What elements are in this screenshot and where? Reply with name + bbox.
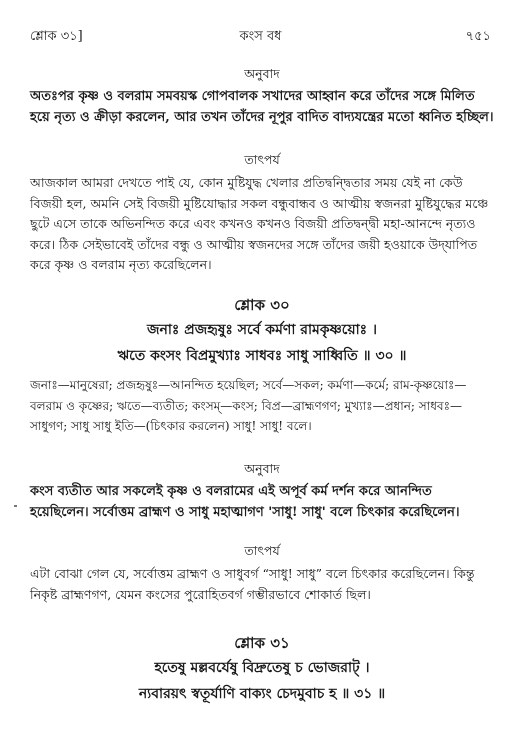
- purport-heading: তাৎপর্য: [244, 152, 280, 167]
- verse-30-translation-text: কংস ব্যতীত আর সকলেই কৃষ্ণ ও বলরামের এই অপূর্ব কর্ম দর্শন করে আনন্দিত হয়েছিলেন। সর্বোত্তম ব্রাহ্মণ ও সাধু মহাত্মাগণ 'সাধু! সাধু' বলে চিৎকার করেছিলেন।: [30, 484, 460, 520]
- verse-30-line-1: জনাঃ প্রজহৃষুঃ সর্বে কর্মণা রামকৃষ্ণয়োঃ ।: [146, 322, 378, 338]
- running-header: [30, 27, 491, 47]
- print-speck: [14, 505, 17, 507]
- verse-30-title: শ্লোক ৩০: [234, 296, 290, 314]
- header-verse-ref: শ্লোক ৩১]: [30, 29, 83, 44]
- verse-30-purport-heading: তাৎপর্য: [244, 543, 280, 558]
- purport-text: আজকাল আমরা দেখতে পাই যে, কোন মুষ্টিযুদ্ধ খেলার প্রতিদ্বন্দ্বিতার সময় যেই না কেউ বিজয়ী হল, অমনি সেই বিজয়ী মুষ্টিযোদ্ধার সকল বন্ধুবান্ধব ও আত্মীয় স্বজনরা মুষ্টিযুদ্ধের মঞ্চে ছুটে এসে তাকে অভিনন্দিত করে এবং কখনও কখনও বিজয়ী প্রতিদ্বন্দ্বী মহা-আনন্দে নৃত্যও করে। ঠিক সেইভাবেই তাঁদের বন্ধু ও আত্মীয় স্বজনদের সঙ্গে তাঁদের জয়ী হওয়াকে উদ্‌যাপিত করে কৃষ্ণ ও বলরাম নৃত্য করেছিলেন।: [30, 175, 489, 272]
- verse-31-line-2: ন্যবারয়ৎ স্বতূর্যাণি বাক্যং চেদমুবাচ হ ॥ ৩১ ॥: [138, 686, 386, 702]
- verse-30-line-2: ঋতে কংসং বিপ্রমুখ্যাঃ সাধবঃ সাধু সাধ্বিতি ॥ ৩০ ॥: [117, 348, 407, 364]
- verse-30-translation-heading: অনুবাদ: [244, 461, 280, 476]
- verse-31-title: শ্লোক ৩১: [234, 634, 290, 652]
- verse-30-synonyms: জনাঃ—মানুষেরা; প্রজহৃষুঃ—আনন্দিত হয়েছিল; সর্বে—সকল; কর্মণা—কর্মে; রাম-কৃষ্ণয়োঃ—বলরাম ও কৃষ্ণের; ঋতে—ব্যতীত; কংসম্—কংস; বিপ্র—ব্রাহ্মণগণ; মুখ্যাঃ—প্রধান; সাধবঃ—সাধুগণ; সাধু সাধু ইতি—(চিৎকার করলেন) সাধু! সাধু! বলে।: [30, 378, 467, 433]
- translation-heading: অনুবাদ: [244, 66, 280, 81]
- header-chapter-title: কংস বধ: [239, 29, 282, 44]
- verse-30-purport-text: এটা বোঝা গেল যে, সর্বোত্তম ব্রাহ্মণ ও সাধুবর্গ “সাধু! সাধু” বলে চিৎকার করেছিলেন। কিন্তু নিকৃষ্ট ব্রাহ্মণগণ, যেমন কংসের পুরোহিতবর্গ গম্ভীরভাবে শোকার্ত ছিল।: [30, 566, 475, 602]
- translation-text: অতঃপর কৃষ্ণ ও বলরাম সমবয়স্ক গোপবালক সখাদের আহ্বান করে তাঁদের সঙ্গে মিলিত হয়ে নৃত্য ও ক্রীড়া করলেন, আর তখন তাঁদের নূপুর বাদিত বাদ্যযন্ত্রের মতো ধ্বনিত হচ্ছিল।: [30, 89, 494, 125]
- header-page-number: ৭৫১: [465, 29, 491, 44]
- verse-31-line-1: হতেষু মল্লবর্যেষু বিদ্রুতেষু চ ভোজরাট্ ।: [154, 660, 370, 676]
